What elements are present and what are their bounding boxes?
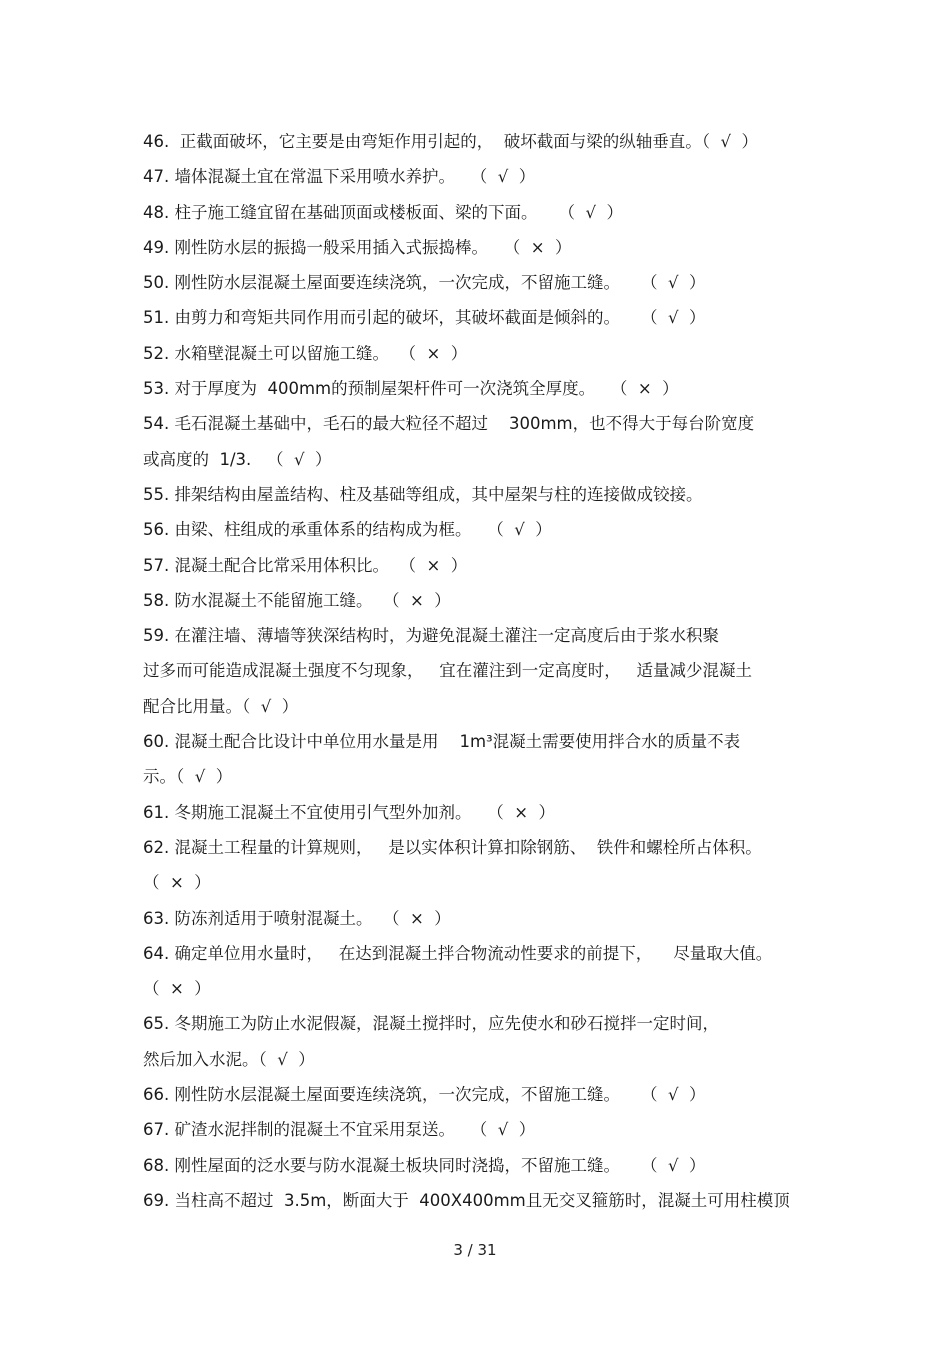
text-line-57: 57. 混凝土配合比常采用体积比。 （ × ） [143,555,468,575]
text-line-55: 55. 排架结构由屋盖结构、柱及基础等组成，其中屋架与柱的连接做成铰接。 [143,484,703,504]
text-line-49: 49. 刚性防水层的振捣一般采用插入式振捣棒。 （ × ） [143,237,572,257]
text-line-66: 66. 刚性防水层混凝土屋面要连续浇筑，一次完成，不留施工缝。 （ √ ） [143,1085,706,1105]
page-number: 3 / 31 [453,1241,497,1259]
text-line-58: 58. 防水混凝土不能留施工缝。 （ × ） [143,590,451,610]
text-line-67: 67. 矿渣水泥拌制的混凝土不宜采用泵送。 （ √ ） [143,1120,536,1140]
text-line-56: 56. 由梁、柱组成的承重体系的结构成为框。 （ √ ） [143,520,552,540]
text-line-48: 48. 柱子施工缝宜留在基础顶面或楼板面、梁的下面。 （ √ ） [143,202,623,222]
text-line-52: 52. 水箱壁混凝土可以留施工缝。 （ × ） [143,343,468,363]
text-line-62: 62. 混凝土工程量的计算规则， 是以实体积计算扣除钢筋、 铁件和螺栓所占体积。 [143,837,762,857]
text-line-46: 46. 正截面破坏，它主要是由弯矩作用引起的， 破坏截面与梁的纵轴垂直。（ √ ） [143,132,758,151]
text-line-60-cont: 示。（ √ ） [143,767,233,787]
text-line-50: 50. 刚性防水层混凝土屋面要连续浇筑，一次完成，不留施工缝。 （ √ ） [143,273,706,293]
text-line-51: 51. 由剪力和弯矩共同作用而引起的破坏，其破坏截面是倾斜的。 （ √ ） [143,308,706,328]
text-line-59-cont-1: 过多而可能造成混凝土强度不匀现象， 宜在灌注到一定高度时， 适量减少混凝土 [143,661,752,681]
text-line-47: 47. 墙体混凝土宜在常温下采用喷水养护。 （ √ ） [143,167,536,187]
text-line-63: 63. 防冻剂适用于喷射混凝土。 （ × ） [143,908,451,928]
text-line-68: 68. 刚性屋面的泛水要与防水混凝土板块同时浇捣，不留施工缝。 （ √ ） [143,1155,706,1175]
text-line-65: 65. 冬期施工为防止水泥假凝，混凝土搅拌时，应先使水和砂石搅拌一定时间， [143,1014,719,1034]
text-line-62-cont: （ × ） [143,873,211,893]
text-line-53: 53. 对于厚度为 400mm的预制屋架杆件可一次浇筑全厚度。 （ × ） [143,379,679,399]
text-line-60: 60. 混凝土配合比设计中单位用水量是用 1m³混凝土需要使用拌合水的质量不表 [143,732,741,752]
text-line-64: 64. 确定单位用水量时， 在达到混凝土拌合物流动性要求的前提下， 尽量取大值。 [143,943,773,963]
text-line-69: 69. 当柱高不超过 3.5m，断面大于 400X400mm且无交叉箍筋时，混凝土可用柱模顶 [143,1190,790,1210]
text-line-54: 54. 毛石混凝土基础中，毛石的最大粒径不超过 300mm，也不得大于每台阶宽度 [143,414,755,434]
text-line-61: 61. 冬期施工混凝土不宜使用引气型外加剂。 （ × ） [143,802,556,822]
text-line-64-cont: （ × ） [143,979,211,999]
text-line-65-cont: 然后加入水泥。（ √ ） [143,1049,315,1069]
text-line-59: 59. 在灌注墙、薄墙等狭深结构时，为避免混凝土灌注一定高度后由于浆水积聚 [143,626,719,646]
text-line-59-cont-2: 配合比用量。（ √ ） [143,696,299,716]
question-list [143,124,823,1218]
text-line-54-cont: 或高度的 1/3. （ √ ） [143,449,332,469]
